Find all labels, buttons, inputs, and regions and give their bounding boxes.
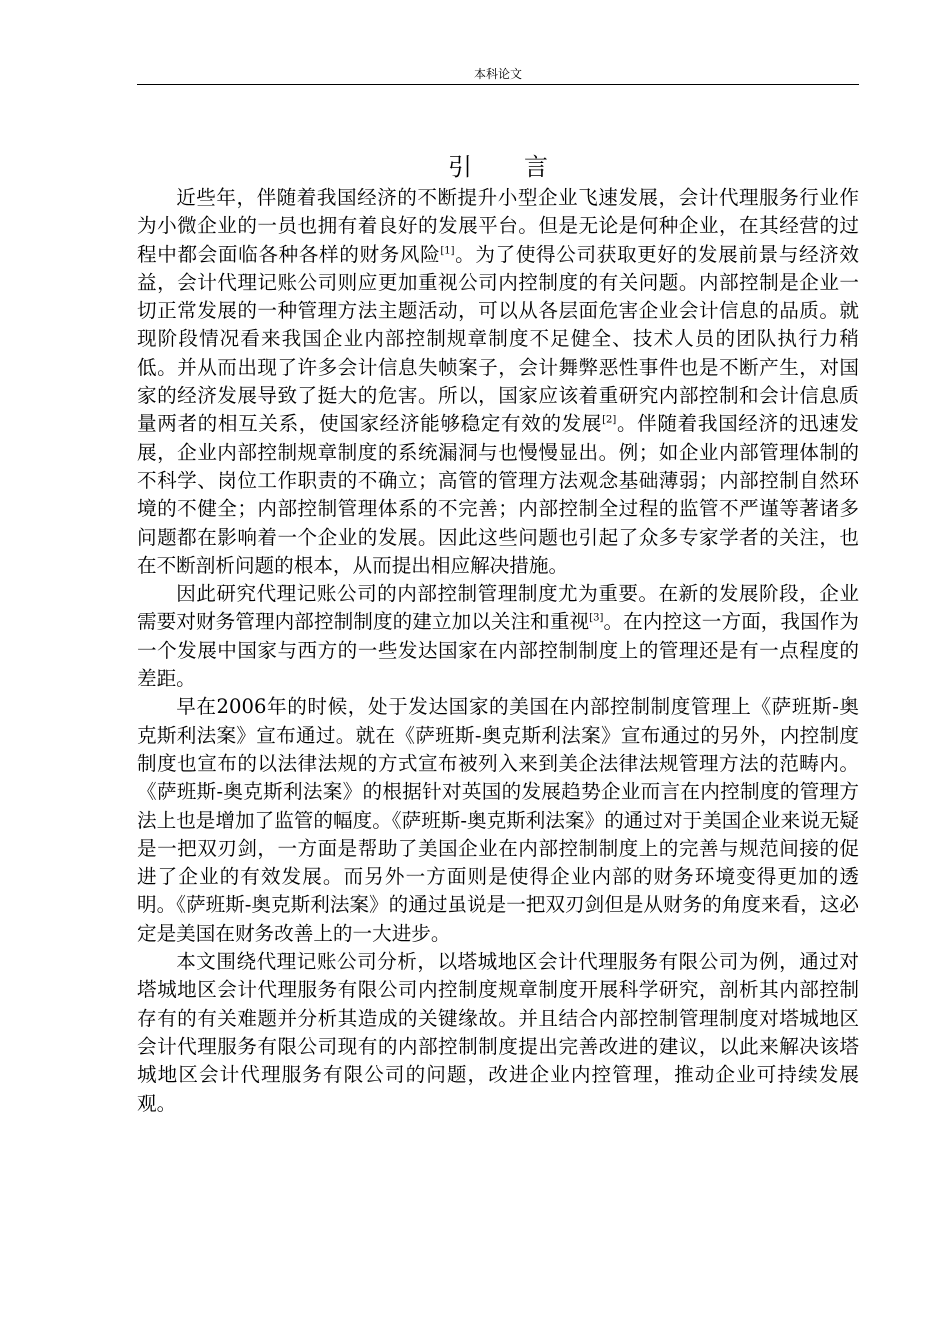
- paragraph-text: 。伴随着我国经济的迅速发展，企业内部控制规章制度的系统漏洞与也慢慢显出。例；如企业内部管理体制的不科学、岗位工作职责的不确立；高管的管理方法观念基础薄弱；内部控制自然环境的不健全；内部控制管理体系的不完善；内部控制全过程的监管不严谨等著诸多问题都在影响着一个企业的发展。因此这些问题也引起了众多专家学者的关注，也在不断剖析问题的根本，从而提出相应解决措施。: [137, 412, 860, 577]
- paragraph-text: 早在2006年的时候，处于发达国家的美国在内部控制制度管理上《萨班斯-奥克斯利法案》宣布通过。就在《萨班斯-奥克斯利法案》宣布通过的另外，内控制度制度也宣布的以法律法规的方式宣布被列入来到美企法律法规管理方法的范畴内。《萨班斯-奥克斯利法案》的根据针对英国的发展趋势企业而言在内控制度的管理方法上也是增加了监管的幅度。《萨班斯-奥克斯利法案》的通过对于美国企业来说无疑是一把双刃剑，一方面是帮助了美国企业在内部控制制度上的完善与规范间接的促进了企业的有效发展。而另外一方面则是使得企业内部的财务环境变得更加的透明。《萨班斯-奥克斯利法案》的通过虽说是一把双刃剑但是从财务的角度来看，这必定是美国在财务改善上的一大进步。: [137, 695, 859, 945]
- body-text: [137, 184, 859, 1118]
- paragraph-1: [137, 184, 859, 580]
- citation-ref: [3]: [589, 612, 604, 624]
- paragraph-text: 。在内控这一方面，我国作为一个发展中国家与西方的一些发达国家在内部控制制度上的管理还是有一点程度的差距。: [137, 610, 860, 691]
- citation-ref: [1]: [440, 245, 455, 257]
- header-rule: [137, 84, 859, 85]
- section-title: 引言: [448, 153, 600, 181]
- paragraph-4: [137, 948, 859, 1118]
- paragraph-3: [137, 693, 859, 948]
- citation-ref: [2]: [602, 414, 617, 426]
- paragraph-text: 近些年，伴随着我国经济的不断提升小型企业飞速发展，会计代理服务行业作为小微企业的一员也拥有着良好的发展平台。但是无论是何种企业，在其经营的过程中都会面临各种各样的财务风险: [137, 186, 859, 266]
- paragraph-text: 。为了使得公司获取更好的发展前景与经济效益，会计代理记账公司则应更加重视公司内控制度的有关问题。内部控制是企业一切正常发展的一种管理方法主题活动，可以从各层面危害企业会计信息的品质。就现阶段情况看来我国企业内部控制规章制度不足健全、技术人员的团队执行力稍低。并从而出现了许多会计信息失帧案子，会计舞弊恶性事件也是不断产生，对国家的经济发展导致了挺大的危害。所以，国家应该着重研究内部控制和会计信息质量两者的相互关系，使国家经济能够稳定有效的发展: [137, 242, 860, 436]
- paragraph-text: 本文围绕代理记账公司分析，以塔城地区会计代理服务有限公司为例，通过对塔城地区会计代理服务有限公司内控制度规章制度开展科学研究，剖析其内部控制存有的有关难题并分析其造成的关键缘故。并且结合内部控制管理制度对塔城地区会计代理服务有限公司现有的内部控制制度提出完善改进的建议，以此来解决该塔城地区会计代理服务有限公司的问题，改进企业内控管理，推动企业可持续发展观。: [137, 950, 859, 1115]
- paragraph-2: [137, 580, 859, 693]
- paragraph-text: 因此研究代理记账公司的内部控制管理制度尤为重要。在新的发展阶段，企业需要对财务管理内部控制制度的建立加以关注和重视: [137, 582, 859, 634]
- running-header: 本科论文: [473, 67, 522, 81]
